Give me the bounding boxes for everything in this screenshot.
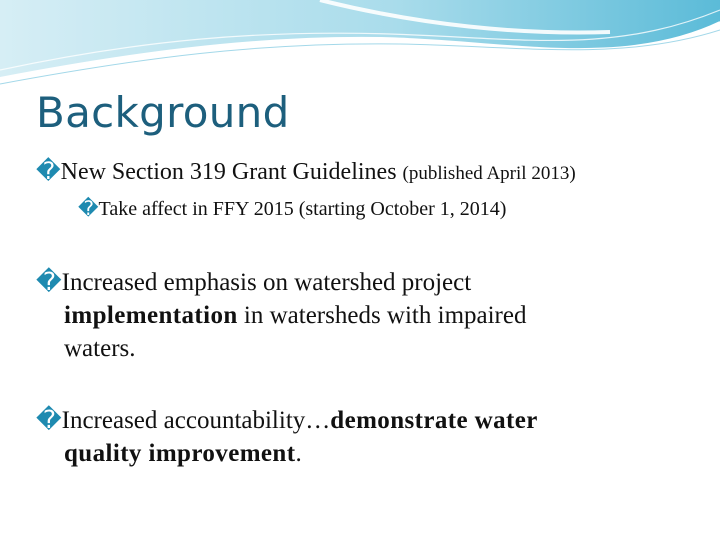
bullet-line2: . <box>295 440 302 467</box>
bullet-bold-text: implementation <box>64 302 238 329</box>
bullet-line2: in watersheds with impaired <box>237 302 527 329</box>
bullet-glyph-icon: � <box>36 407 62 434</box>
slide-title: Background <box>36 88 290 137</box>
bullet-increased-emphasis <box>36 266 606 365</box>
bullet-increased-accountability <box>36 404 606 470</box>
bullet-bold-text: demonstrate water <box>330 407 538 434</box>
header-wave-decoration <box>0 0 720 90</box>
sub-bullet-text: Take affect in FFY 2015 (starting October 1, 2014) <box>98 198 507 220</box>
bullet-line3: waters. <box>64 335 136 362</box>
bullet-aside: (published April 2013) <box>402 163 576 184</box>
bullet-bold-text-2: quality improvement <box>64 440 296 467</box>
bullet-glyph-icon: � <box>78 198 99 220</box>
bullet-line1: Increased emphasis on watershed project <box>61 269 472 296</box>
bullet-glyph-icon: � <box>36 269 62 296</box>
sub-bullet-ffy-2015 <box>78 196 506 221</box>
bullet-line1: Increased accountability… <box>61 407 331 434</box>
bullet-section-319 <box>36 157 576 186</box>
bullet-text: New Section 319 Grant Guidelines <box>60 159 403 185</box>
bullet-glyph-icon: � <box>36 159 61 185</box>
